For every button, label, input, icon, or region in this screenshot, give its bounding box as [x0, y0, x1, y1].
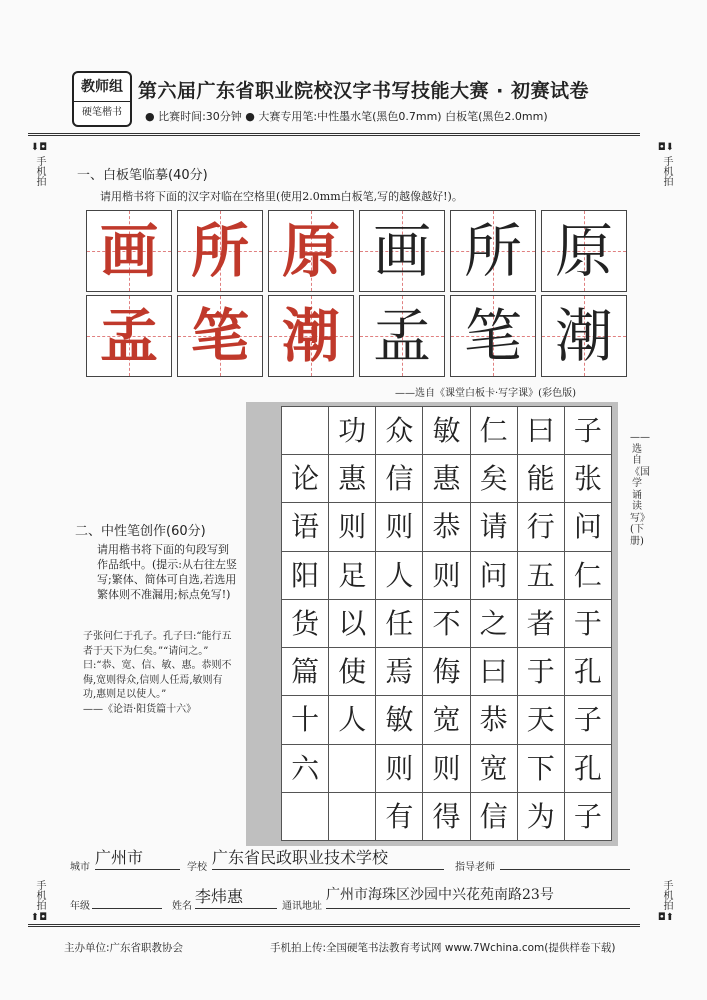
- address-label: 通讯地址: [282, 901, 322, 912]
- grid-cell: 下: [517, 744, 565, 793]
- written-char-cell: 所: [450, 210, 536, 292]
- model-char-cell: 孟: [86, 295, 172, 377]
- grid-cell: 不: [422, 599, 470, 648]
- grid-cell: 敏: [422, 406, 470, 455]
- footer-upload: 手机拍上传:全国硬笔书法教育考试网 www.7Wchina.com(提供样卷下载): [270, 942, 616, 954]
- grid-cell: 仁: [470, 406, 518, 455]
- grid-cell: 者: [517, 599, 565, 648]
- teacher-field[interactable]: [500, 845, 630, 870]
- grid-cell: 为: [517, 792, 565, 841]
- writing-grid: [281, 406, 611, 840]
- grid-cell: 则: [422, 551, 470, 600]
- teacher-label: 指导老师: [455, 862, 495, 873]
- grid-cell: 则: [375, 744, 423, 793]
- grid-cell: 得: [422, 792, 470, 841]
- grid-cell: 恭: [470, 695, 518, 744]
- model-char-cell: 所: [177, 210, 263, 292]
- grid-cell: 宽: [470, 744, 518, 793]
- grid-cell: 五: [517, 551, 565, 600]
- section2-source: ——选自《国学诵读写》(下册): [630, 432, 650, 547]
- grid-cell: 货: [281, 599, 329, 648]
- side-label-bottom-right: 手机拍 ◘⬆: [655, 880, 677, 924]
- grade-field[interactable]: [92, 884, 162, 909]
- grid-cell: 宽: [422, 695, 470, 744]
- grid-cell: 问: [564, 502, 612, 551]
- grid-cell: 曰: [517, 406, 565, 455]
- badge-bottom-label: 硬笔楷书: [82, 107, 122, 118]
- grid-cell: 信: [470, 792, 518, 841]
- section1-title: 一、白板笔临摹(40分): [77, 168, 208, 183]
- written-char-cell: 原: [541, 210, 627, 292]
- grade-label: 年级: [70, 901, 90, 912]
- grid-cell: 语: [281, 502, 329, 551]
- grid-cell: [281, 406, 329, 455]
- grid-cell: 六: [281, 744, 329, 793]
- model-char-cell: 潮: [268, 295, 354, 377]
- side-label-top-left: ⬇◘ 手机拍: [28, 142, 50, 186]
- passage-source: ——《论语·阳货篇十六》: [83, 703, 197, 715]
- written-char-cell: 孟: [359, 295, 445, 377]
- section1-source: ——选自《课堂白板卡·写字课》(彩色版): [395, 388, 576, 399]
- grid-cell: 惠: [422, 454, 470, 503]
- grid-cell: 则: [328, 502, 376, 551]
- grid-cell: [281, 792, 329, 841]
- grid-cell: 子: [564, 406, 612, 455]
- school-field[interactable]: 广东省民政职业技术学校: [212, 845, 444, 870]
- written-char-cell: 潮: [541, 295, 627, 377]
- city-field[interactable]: 广州市: [95, 845, 180, 870]
- section2-title: 二、中性笔创作(60分): [75, 524, 206, 539]
- grid-cell: 天: [517, 695, 565, 744]
- grid-cell: 众: [375, 406, 423, 455]
- grid-cell: 以: [328, 599, 376, 648]
- written-char-cell: 笔: [450, 295, 536, 377]
- grid-cell: 于: [517, 647, 565, 696]
- exam-info: ● 比赛时间:30分钟 ● 大赛专用笔:中性墨水笔(黑色0.7mm) 白板笔(黑色2.0mm): [145, 110, 548, 123]
- grid-cell: 使: [328, 647, 376, 696]
- footer-host: 主办单位:广东省职教协会: [64, 942, 184, 954]
- grid-cell: 任: [375, 599, 423, 648]
- name-field[interactable]: 李炜惠: [195, 884, 277, 909]
- side-label-bottom-left: 手机拍 ⬆◘: [28, 880, 50, 924]
- grid-cell: 敏: [375, 695, 423, 744]
- name-label: 姓名: [172, 901, 192, 912]
- grid-cell: 论: [281, 454, 329, 503]
- grid-cell: 之: [470, 599, 518, 648]
- grid-cell: 孔: [564, 744, 612, 793]
- grid-cell: [328, 744, 376, 793]
- grid-cell: 张: [564, 454, 612, 503]
- section2-instruction: 请用楷书将下面的句段写到作品纸中。(提示:从右往左竖写;繁体、简体可自选,若选用繁体则不准漏用;标点免写!): [97, 543, 237, 601]
- header-divider: [28, 133, 640, 136]
- camera-icon: ⬆◘: [30, 912, 48, 923]
- city-label: 城市: [70, 862, 90, 873]
- grid-cell: 子: [564, 792, 612, 841]
- grid-cell: 矣: [470, 454, 518, 503]
- section1-instruction: 请用楷书将下面的汉字对临在空格里(使用2.0mm白板笔,写的越像越好!)。: [100, 190, 463, 203]
- grid-cell: 焉: [375, 647, 423, 696]
- grid-cell: 侮: [422, 647, 470, 696]
- passage-text: 子张问仁于孔子。孔子曰:“能行五者于天下为仁矣。”“请问之。” 曰:“恭、宽、信、敏、惠。恭则不侮,宽则得众,信则人任焉,敏则有功,惠则足以使人。”: [83, 631, 232, 700]
- grid-cell: 足: [328, 551, 376, 600]
- grid-cell: 功: [328, 406, 376, 455]
- grid-cell: 行: [517, 502, 565, 551]
- model-char-cell: 画: [86, 210, 172, 292]
- grid-cell: 篇: [281, 647, 329, 696]
- grid-cell: 孔: [564, 647, 612, 696]
- model-char-cell: 原: [268, 210, 354, 292]
- grid-cell: 问: [470, 551, 518, 600]
- badge-top-label: 教师组: [74, 73, 130, 102]
- grid-cell: 能: [517, 454, 565, 503]
- footer-divider: [28, 924, 640, 927]
- section2-passage: [83, 630, 233, 717]
- teacher-group-badge: [72, 71, 132, 127]
- camera-icon: ◘⬇: [657, 142, 675, 153]
- school-label: 学校: [187, 862, 207, 873]
- grid-cell: 曰: [470, 647, 518, 696]
- grid-cell: 人: [375, 551, 423, 600]
- grid-cell: 则: [422, 744, 470, 793]
- grid-cell: 仁: [564, 551, 612, 600]
- grid-cell: 信: [375, 454, 423, 503]
- grid-cell: 惠: [328, 454, 376, 503]
- grid-cell: 恭: [422, 502, 470, 551]
- grid-cell: 请: [470, 502, 518, 551]
- camera-icon: ⬇◘: [30, 142, 48, 153]
- model-char-cell: 笔: [177, 295, 263, 377]
- address-field[interactable]: 广州市海珠区沙园中兴花苑南路23号: [326, 884, 630, 909]
- written-char-cell: 画: [359, 210, 445, 292]
- page-title: 第六届广东省职业院校汉字书写技能大赛 · 初赛试卷: [138, 80, 589, 102]
- grid-cell: 于: [564, 599, 612, 648]
- grid-cell: [328, 792, 376, 841]
- grid-cell: 人: [328, 695, 376, 744]
- side-label-top-right: ◘⬇ 手机拍: [655, 142, 677, 186]
- grid-cell: 阳: [281, 551, 329, 600]
- grid-cell: 十: [281, 695, 329, 744]
- grid-cell: 有: [375, 792, 423, 841]
- camera-icon: ◘⬆: [657, 912, 675, 923]
- grid-cell: 则: [375, 502, 423, 551]
- grid-cell: 子: [564, 695, 612, 744]
